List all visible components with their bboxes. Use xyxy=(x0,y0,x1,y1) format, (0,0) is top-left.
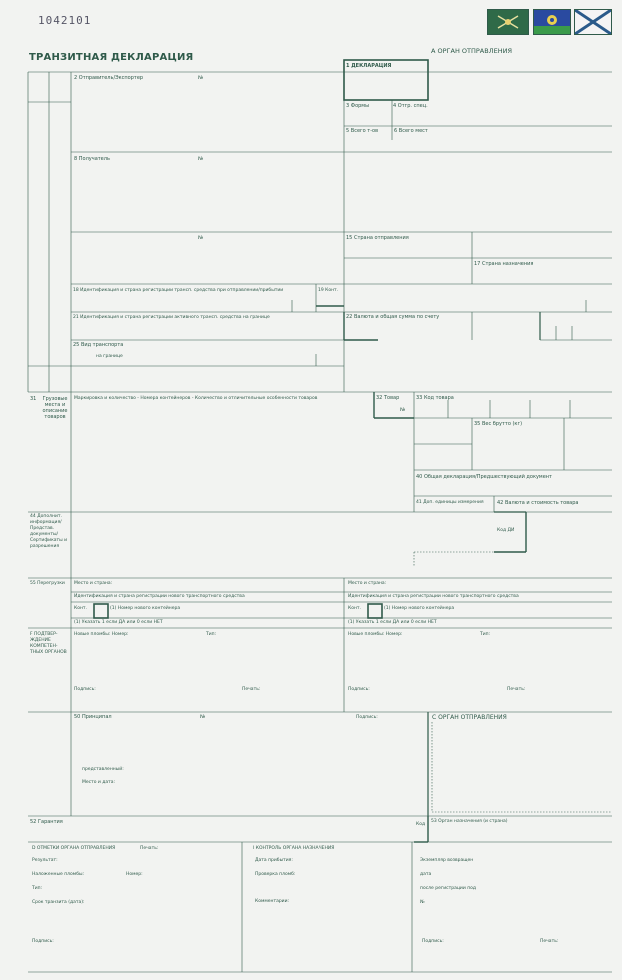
field-40-label: 40 Общая декларация/Предшествующий документ xyxy=(416,474,552,480)
field-33-label: 33 Код товара xyxy=(416,395,454,401)
field-mid-number: № xyxy=(198,235,204,241)
ident-new-vehicle-left: Идентификация и страна регистрации нового транспортного средства xyxy=(74,594,245,599)
field-52-code: Код xyxy=(416,822,426,827)
section-d-signature: Подпись: xyxy=(32,939,54,944)
field-55-label: 55 Перегрузки xyxy=(30,581,65,586)
section-c-label: С ОРГАН ОТПРАВЛЕНИЯ xyxy=(432,714,507,721)
field-21-label: 21 Идентификация и страна регистрации активного трансп. средства на границе xyxy=(73,315,270,320)
field-35-label: 35 Вес брутто (кг) xyxy=(474,421,523,427)
field-22-label: 22 Валюта и общая сумма по счету xyxy=(346,314,440,320)
field-50-number: № xyxy=(200,714,206,720)
field-1-label: 1 ДЕКЛАРАЦИЯ xyxy=(346,63,392,69)
note-yes-no-right: (1) Указать 1 если ДА или 0 если НЕТ xyxy=(348,620,437,625)
section-d-stamp: Печать: xyxy=(140,846,159,851)
field-18-label: 18 Идентификация и страна регистрации трансп. средства при отправлении/прибытии xyxy=(73,288,284,293)
regional-flag-icon xyxy=(533,9,571,35)
ident-new-vehicle-right: Идентификация и страна регистрации нового транспортного средства xyxy=(348,594,519,599)
st-andrew-flag-icon xyxy=(574,9,612,35)
after-registration-label: после регистрации под xyxy=(420,886,477,891)
customs-emblem-icon xyxy=(487,9,529,35)
place-date-label: Место и дата: xyxy=(82,780,116,785)
signature-left: Подпись: xyxy=(74,687,96,692)
type-left: Тип: xyxy=(206,632,217,637)
field-31-number: 31 xyxy=(30,396,37,402)
copy-returned-label: Экземпляр возвращен xyxy=(420,858,474,863)
section-d-transit-deadline: Срок транзита (дата): xyxy=(32,900,85,905)
field-6-label: 6 Всего мест xyxy=(394,128,428,134)
field-32-number: № xyxy=(400,407,406,413)
section-right-stamp: Печать: xyxy=(540,939,559,944)
signature-right: Подпись: xyxy=(348,687,370,692)
serial-number: 1042101 xyxy=(38,14,92,27)
section-d-seals-applied: Наложенные пломбы: xyxy=(32,872,85,877)
type-right: Тип: xyxy=(480,632,491,637)
section-i-comments: Комментарии: xyxy=(255,899,290,904)
field-52-label: 52 Гарантия xyxy=(30,819,63,825)
new-container-no-left: (1) Номер нового контейнера xyxy=(110,606,181,611)
field-2-label: 2 Отправитель/Экспортер xyxy=(74,75,144,81)
cont-left: Конт. xyxy=(74,606,87,611)
copy-returned-date: дата xyxy=(420,872,432,877)
section-d-title: D ОТМЕТКИ ОРГАНА ОТПРАВЛЕНИЯ xyxy=(32,846,116,851)
section-right-signature: Подпись: xyxy=(422,939,444,944)
new-seals-left: Новые пломбы: Номер: xyxy=(74,632,129,637)
field-8-number: № xyxy=(198,156,204,162)
field-44-label: 44 Дополнит. информация/ Представ. документы/ Сертификаты и разрешения xyxy=(30,514,68,549)
field-31-description: Маркировка и количество - Номера контейнеров - Количество и отличительные особенности товаров xyxy=(74,396,318,401)
section-a-label: А ОРГАН ОТПРАВЛЕНИЯ xyxy=(431,47,512,55)
field-53-label: 53 Орган назначения (и страна) xyxy=(431,819,508,824)
field-19-label: 19 Конт. xyxy=(318,288,339,293)
place-country-left: Место и страна: xyxy=(74,581,113,586)
field-44-code: Код ДИ xyxy=(497,528,515,533)
field-50-label: 50 Принципал xyxy=(74,714,112,720)
new-container-no-right: (1) Номер нового контейнера xyxy=(384,606,455,611)
field-4-label: 4 Отгр. спец. xyxy=(393,103,428,109)
field-32-label: 32 Товар xyxy=(376,395,400,401)
section-i-arrival-date: Дата прибытия: xyxy=(255,858,293,863)
note-yes-no-left: (1) Указать 1 если ДА или 0 если НЕТ xyxy=(74,620,163,625)
field-2-number: № xyxy=(198,75,204,81)
field-25-sub: на границе xyxy=(96,354,123,359)
field-f-label: F ПОДТВЕР-ЖДЕНИЕ КОМПЕТЕН-ТНЫХ ОРГАНОВ xyxy=(30,632,67,655)
stamp-left: Печать: xyxy=(242,687,261,692)
section-d-number: Номер: xyxy=(126,872,143,877)
field-42-label: 42 Валюта и стоимость товара xyxy=(497,500,579,506)
field-5-label: 5 Всего т-ов xyxy=(346,128,379,134)
section-i-seal-check: Проверка пломб: xyxy=(255,872,296,877)
registration-number: № xyxy=(420,900,425,905)
section-i-title: I КОНТРОЛЬ ОРГАНА НАЗНАЧЕНИЯ xyxy=(253,846,335,851)
field-50-signature: Подпись: xyxy=(356,715,378,720)
section-d-result: Результат: xyxy=(32,858,58,863)
field-31-label: Грузовые места и описание товаров xyxy=(42,396,68,420)
section-d-type: Тип: xyxy=(32,886,43,891)
place-country-right: Место и страна: xyxy=(348,581,387,586)
field-15-label: 15 Страна отправления xyxy=(346,235,409,241)
form-title: ТРАНЗИТНАЯ ДЕКЛАРАЦИЯ xyxy=(29,52,194,63)
represented-by-label: представленный: xyxy=(82,767,124,772)
field-17-label: 17 Страна назначения xyxy=(474,261,534,267)
field-3-label: 3 Формы xyxy=(346,103,370,109)
cont-right: Конт. xyxy=(348,606,361,611)
field-25-label: 25 Вид транспорта xyxy=(73,342,124,348)
stamp-right: Печать: xyxy=(507,687,526,692)
new-seals-right: Новые пломбы: Номер: xyxy=(348,632,403,637)
field-41-label: 41 Доп. единицы измерения xyxy=(416,500,484,505)
field-8-label: 8 Получатель xyxy=(74,156,110,162)
